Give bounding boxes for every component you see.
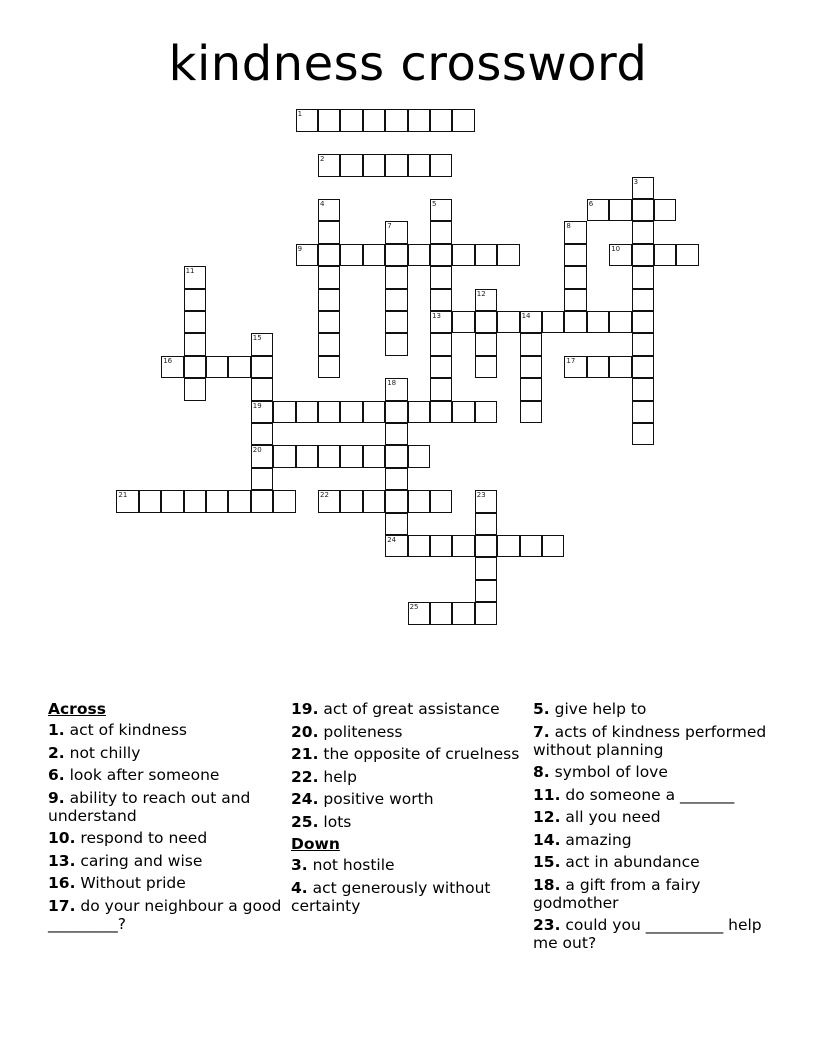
grid-cell[interactable] [564,311,586,333]
clue-number: 12 [476,289,486,298]
clue-across-13: 13. caring and wise [48,851,203,870]
grid-cell[interactable] [385,311,407,333]
grid-cell[interactable] [296,109,318,131]
grid-cell[interactable] [632,221,654,243]
grid-cell[interactable] [340,401,362,423]
grid-cell[interactable] [251,378,273,400]
grid-cell[interactable] [475,356,497,378]
clue-across-16: 16. Without pride [48,874,186,892]
grid-cell[interactable] [676,244,698,266]
grid-cell[interactable] [564,266,586,288]
grid-cell[interactable] [385,266,407,288]
clue-number: 2 [320,155,325,164]
clue-down-18: 18. a gift from a fairy godmother [533,875,701,912]
grid-cell[interactable] [632,199,654,221]
grid-cell[interactable] [116,490,138,512]
grid-cell[interactable] [251,333,273,355]
clue-down-5: 5. give help to [533,700,647,718]
clue-column-3 [533,700,773,957]
clue-number: 15 [252,334,262,343]
grid-cell[interactable] [318,109,340,131]
grid-cell[interactable] [632,401,654,423]
clue-across-1: 1. act of kindness [48,721,187,739]
clue-number: 6 [588,200,594,208]
grid-cell[interactable] [430,109,452,131]
grid-cell[interactable] [632,266,654,288]
grid-cell[interactable] [520,311,542,333]
grid-cell[interactable] [228,490,250,512]
clue-number: 20 [252,446,262,455]
clue-across-21: 21. the opposite of cruelness [291,745,520,763]
grid-cell[interactable] [184,378,206,400]
grid-cell[interactable] [587,311,609,333]
clue-number: 14 [521,312,531,320]
clue-down-12: 12. all you need [533,808,661,826]
grid-cell[interactable] [318,356,340,378]
grid-cell[interactable] [385,333,407,355]
clue-number: 11 [185,267,195,276]
grid-cell[interactable] [475,333,497,355]
clue-number: 24 [387,536,397,544]
grid-cell[interactable] [632,423,654,445]
grid-cell[interactable] [296,445,318,467]
clue-down-3: 3. not hostile [291,856,395,874]
grid-cell[interactable] [385,468,407,490]
grid-cell[interactable] [564,244,586,266]
clue-down-11: 11. do someone a _______ [533,785,735,804]
clue-number: 13 [432,312,441,320]
grid-cell[interactable] [520,401,542,423]
grid-cell[interactable] [430,244,452,266]
grid-cell[interactable] [318,289,340,311]
grid-cell[interactable] [318,490,340,512]
grid-cell[interactable] [251,401,273,423]
grid-cell[interactable] [385,490,407,512]
grid-cell[interactable] [385,445,407,467]
clue-column-2 [291,700,526,919]
grid-cell[interactable] [632,333,654,355]
grid-cell[interactable] [520,333,542,355]
grid-cell[interactable] [475,580,497,602]
grid-cell[interactable] [385,513,407,535]
clue-number: 10 [611,244,621,253]
grid-cell[interactable] [632,244,654,266]
grid-cell[interactable] [318,266,340,288]
grid-cell[interactable] [475,513,497,535]
grid-cell[interactable] [206,490,228,512]
page-title: kindness crossword [168,36,648,92]
clue-number: 4 [320,200,325,208]
grid-cell[interactable] [363,445,385,467]
grid-cell[interactable] [654,199,676,221]
grid-cell[interactable] [542,311,564,333]
grid-cell[interactable] [385,221,407,243]
grid-cell[interactable] [542,535,564,557]
clue-number: 8 [566,222,571,231]
grid-cell[interactable] [452,311,474,333]
grid-cell[interactable] [184,333,206,355]
clue-across-2: 2. not chilly [48,743,141,762]
clue-across-20: 20. politeness [291,722,403,741]
grid-cell[interactable] [184,289,206,311]
grid-cell[interactable] [408,401,430,423]
clue-across-9: 9. ability to reach out and understand [48,788,251,825]
grid-cell[interactable] [363,490,385,512]
crossword-grid [117,110,717,630]
grid-cell[interactable] [497,244,519,266]
grid-cell[interactable] [363,244,385,266]
grid-cell[interactable] [609,356,631,378]
grid-cell[interactable] [452,401,474,423]
grid-cell[interactable] [475,490,497,512]
grid-cell[interactable] [251,423,273,445]
grid-cell[interactable] [632,356,654,378]
grid-cell[interactable] [632,311,654,333]
clue-across-10: 10. respond to need [48,829,208,847]
grid-cell[interactable] [587,199,609,221]
clue-down-14: 14. amazing [533,830,632,849]
grid-cell[interactable] [139,490,161,512]
clue-number: 21 [118,491,128,500]
grid-cell[interactable] [475,535,497,557]
across-heading: Across [48,700,106,718]
grid-cell[interactable] [228,356,250,378]
grid-cell[interactable] [497,535,519,557]
down-heading: Down [291,835,340,853]
clue-number: 19 [252,401,262,410]
clue-number: 18 [387,379,397,388]
grid-cell[interactable] [296,401,318,423]
clue-number: 25 [409,603,419,612]
grid-cell[interactable] [452,244,474,266]
grid-cell[interactable] [430,289,452,311]
grid-cell[interactable] [385,244,407,266]
grid-cell[interactable] [408,602,430,624]
grid-cell[interactable] [520,535,542,557]
grid-cell[interactable] [184,490,206,512]
grid-cell[interactable] [609,244,631,266]
grid-cell[interactable] [408,154,430,176]
clue-column-1 [48,700,283,937]
grid-cell[interactable] [385,423,407,445]
clue-down-15: 15. act in abundance [533,853,700,871]
grid-cell[interactable] [609,311,631,333]
clue-number: 9 [297,244,303,253]
grid-cell[interactable] [632,177,654,199]
clue-number: 16 [163,356,173,365]
grid-cell[interactable] [340,490,362,512]
grid-cell[interactable] [184,266,206,288]
grid-cell[interactable] [363,154,385,176]
grid-cell[interactable] [318,401,340,423]
grid-cell[interactable] [430,333,452,355]
grid-cell[interactable] [452,535,474,557]
grid-cell[interactable] [318,445,340,467]
grid-cell[interactable] [408,490,430,512]
grid-cell[interactable] [318,154,340,176]
grid-cell[interactable] [587,356,609,378]
clue-across-17: 17. do your neighbour a good _________? [48,896,282,933]
grid-cell[interactable] [609,199,631,221]
grid-cell[interactable] [408,535,430,557]
grid-cell[interactable] [430,356,452,378]
grid-cell[interactable] [520,378,542,400]
grid-cell[interactable] [318,244,340,266]
grid-cell[interactable] [564,356,586,378]
grid-cell[interactable] [475,311,497,333]
clue-number: 17 [566,356,576,365]
grid-cell[interactable] [475,244,497,266]
grid-cell[interactable] [475,289,497,311]
grid-cell[interactable] [161,356,183,378]
grid-cell[interactable] [340,154,362,176]
grid-cell[interactable] [385,535,407,557]
clue-across-6: 6. look after someone [48,766,220,784]
clue-number: 3 [633,177,639,186]
clue-across-24: 24. positive worth [291,790,434,808]
clue-across-25: 25. lots [291,812,352,831]
grid-cell[interactable] [184,356,206,378]
grid-cell[interactable] [273,445,295,467]
grid-cell[interactable] [363,109,385,131]
grid-cell[interactable] [251,356,273,378]
grid-cell[interactable] [296,244,318,266]
grid-cell[interactable] [430,378,452,400]
grid-cell[interactable] [206,356,228,378]
grid-cell[interactable] [430,602,452,624]
grid-cell[interactable] [408,244,430,266]
grid-cell[interactable] [385,154,407,176]
grid-cell[interactable] [430,535,452,557]
grid-cell[interactable] [161,490,183,512]
clue-across-22: 22. help [291,767,357,786]
grid-cell[interactable] [520,356,542,378]
grid-cell[interactable] [251,468,273,490]
clue-number: 1 [297,110,303,119]
grid-cell[interactable] [318,221,340,243]
clue-across-19: 19. act of great assistance [291,700,500,718]
grid-cell[interactable] [385,401,407,423]
grid-cell[interactable] [475,401,497,423]
grid-cell[interactable] [408,445,430,467]
grid-cell[interactable] [318,333,340,355]
grid-cell[interactable] [430,401,452,423]
clue-number: 5 [432,200,437,208]
clue-down-7: 7. acts of kindness performed without planning [533,722,767,759]
clue-number: 22 [320,491,329,500]
grid-cell[interactable] [184,311,206,333]
grid-cell[interactable] [452,602,474,624]
grid-cell[interactable] [564,289,586,311]
clue-number: 23 [476,491,486,500]
grid-cell[interactable] [654,244,676,266]
grid-cell[interactable] [251,445,273,467]
grid-cell[interactable] [430,154,452,176]
grid-cell[interactable] [273,490,295,512]
grid-cell[interactable] [430,266,452,288]
grid-cell[interactable] [340,445,362,467]
grid-cell[interactable] [564,221,586,243]
grid-cell[interactable] [251,490,273,512]
grid-cell[interactable] [632,378,654,400]
grid-cell[interactable] [318,311,340,333]
grid-cell[interactable] [430,221,452,243]
grid-cell[interactable] [430,311,452,333]
grid-cell[interactable] [475,557,497,579]
grid-cell[interactable] [340,109,362,131]
grid-cell[interactable] [318,199,340,221]
grid-cell[interactable] [385,289,407,311]
clue-number: 7 [387,222,392,231]
clue-down-8: 8. symbol of love [533,763,668,781]
grid-cell[interactable] [475,602,497,624]
grid-cell[interactable] [385,378,407,400]
grid-cell[interactable] [363,401,385,423]
clue-down-23: 23. could you __________ help me out? [533,916,762,952]
grid-cell[interactable] [408,109,430,131]
grid-cell[interactable] [632,289,654,311]
grid-cell[interactable] [430,490,452,512]
grid-cell[interactable] [497,311,519,333]
grid-cell[interactable] [273,401,295,423]
grid-cell[interactable] [385,109,407,131]
grid-cell[interactable] [430,199,452,221]
grid-cell[interactable] [452,109,474,131]
clue-down-4: 4. act generously without certainty [291,878,491,915]
grid-cell[interactable] [340,244,362,266]
